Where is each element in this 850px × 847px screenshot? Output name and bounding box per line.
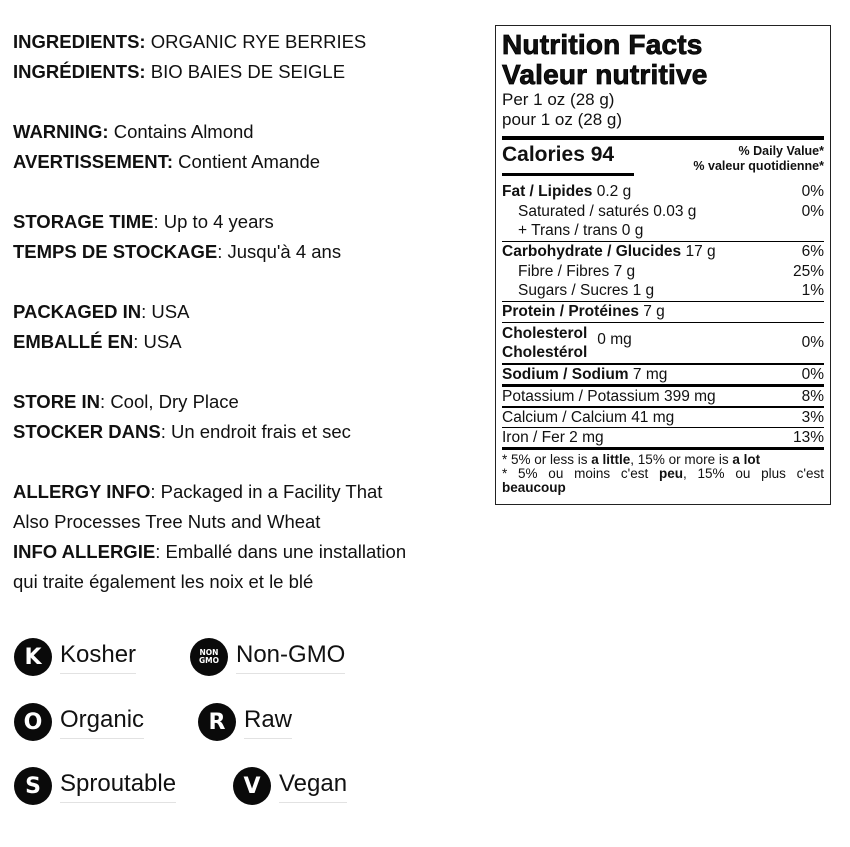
footnote-bold: a lot	[732, 452, 761, 467]
non-gmo-icon	[190, 638, 228, 676]
storage-value: : Up to 4 years	[153, 211, 274, 232]
footnote-bold: beaucoup	[502, 480, 566, 495]
storage-label: STORAGE TIME	[13, 211, 154, 232]
warning-label: WARNING:	[13, 121, 109, 142]
packaged-value: : USA	[141, 301, 190, 322]
allergy-fr-value: : Emballé dans une installation	[155, 541, 407, 562]
footnote-text: * 5% ou moins c'est	[502, 466, 659, 481]
footnote-text: , 15% ou plus c'est	[683, 466, 824, 481]
nutrient-row-fat	[502, 182, 824, 202]
allergy-value: : Packaged in a Facility That	[150, 481, 383, 502]
nutrient-row-potassium	[502, 387, 824, 406]
iron-pct: 13%	[792, 429, 824, 446]
calories-underline	[502, 173, 634, 176]
ingredients-en	[13, 27, 483, 57]
fat-pct: 0%	[801, 183, 824, 200]
footnote-bold: a little	[591, 452, 631, 467]
allergy-en-cont: Also Processes Tree Nuts and Wheat	[13, 511, 321, 532]
storage-fr	[13, 237, 483, 267]
nutrient-row-protein	[502, 302, 824, 322]
packaged-fr	[13, 327, 483, 357]
serving-size-fr: pour 1 oz (28 g)	[502, 110, 623, 129]
ingredients-label: INGREDIENTS:	[13, 31, 146, 52]
cholesterol-label-fr: Cholestérol	[502, 344, 588, 361]
fibre-pct: 25%	[792, 262, 824, 280]
nutrient-row-trans	[502, 221, 824, 241]
nutrient-row-fibre	[502, 262, 824, 282]
cholesterol-labels	[502, 324, 587, 362]
sproutable-icon: S	[14, 767, 52, 805]
kosher-icon: K	[14, 638, 52, 676]
allergy-fr-label: INFO ALLERGIE	[13, 541, 156, 562]
warning-fr-value: Contient Amande	[173, 151, 321, 172]
packaged-fr-value: : USA	[133, 331, 182, 352]
footnote-fr	[502, 467, 824, 481]
carb-amount: 17 g	[681, 243, 716, 260]
saturated-pct: 0%	[801, 202, 824, 220]
warning-value: Contains Almond	[108, 121, 254, 142]
footnote-en	[502, 450, 824, 467]
badge-vegan	[233, 767, 347, 805]
nutrition-facts-panel	[495, 25, 831, 505]
nutrition-title-fr: Valeur nutritive	[502, 59, 708, 90]
protein-amount: 7 g	[638, 303, 665, 320]
storage-en	[13, 207, 483, 237]
store-fr	[13, 417, 483, 447]
badge-kosher	[14, 638, 136, 676]
ingredients-fr-value: BIO BAIES DE SEIGLE	[145, 61, 346, 82]
nutrient-row-sodium	[502, 365, 824, 385]
nutrition-title-en: Nutrition Facts	[502, 29, 703, 60]
cholesterol-pct: 0%	[801, 334, 824, 351]
allergy-en	[13, 477, 483, 507]
nutrient-row-carbohydrate	[502, 242, 824, 262]
warning-en	[13, 117, 483, 147]
sugars-pct: 1%	[801, 282, 824, 299]
footnote-fr-cont	[502, 481, 824, 495]
badge-label: Sproutable	[60, 769, 176, 803]
packaged-en	[13, 297, 483, 327]
badge-label: Organic	[60, 705, 144, 739]
iron-label: Iron / Fer 2 mg	[502, 429, 604, 446]
divider-thick	[502, 136, 824, 140]
protein-label: Protein / Protéines	[502, 303, 639, 320]
footnote-text: * 5% or less is	[502, 452, 592, 467]
vegan-icon: V	[233, 767, 271, 805]
store-fr-value: : Un endroit frais et sec	[160, 421, 351, 442]
footnote-bold: peu	[659, 466, 684, 481]
sodium-amount: 7 mg	[628, 365, 668, 383]
store-en	[13, 387, 483, 417]
raw-icon: R	[198, 703, 236, 741]
warning-fr-label: AVERTISSEMENT:	[13, 151, 174, 172]
daily-value-header	[693, 142, 824, 174]
cholesterol-label-en: Cholesterol	[502, 325, 588, 342]
warning-fr	[13, 147, 483, 177]
badge-label: Kosher	[60, 640, 136, 674]
calories-label: Calories	[502, 143, 585, 166]
calories-row	[502, 142, 824, 182]
allergy-fr	[13, 537, 483, 567]
calories	[502, 142, 614, 168]
calcium-label: Calcium / Calcium 41 mg	[502, 408, 675, 426]
cholesterol-amount: 0 mg	[597, 331, 632, 348]
serving-size-en: Per 1 oz (28 g)	[502, 90, 615, 109]
sugars-label: Sugars / Sucres 1 g	[518, 282, 655, 299]
storage-fr-value: : Jusqu'à 4 ans	[217, 241, 342, 262]
potassium-pct: 8%	[801, 388, 824, 405]
store-fr-label: STOCKER DANS	[13, 421, 161, 442]
saturated-label: Saturated / saturés 0.03 g	[518, 202, 697, 220]
sodium-label: Sodium / Sodium	[502, 365, 629, 383]
allergy-label: ALLERGY INFO	[13, 481, 151, 502]
nutrient-row-cholesterol	[502, 323, 824, 363]
ingredients-fr-label: INGRÉDIENTS:	[13, 61, 146, 82]
footnote-text: , 15% or more is	[630, 452, 733, 467]
non-gmo-icon-bottom: GMO	[199, 656, 219, 665]
nutrient-row-saturated	[502, 202, 824, 222]
non-gmo-icon-top: NON	[199, 648, 219, 657]
store-label: STORE IN	[13, 391, 101, 412]
daily-value-en: % Daily Value*	[738, 144, 824, 158]
storage-fr-label: TEMPS DE STOCKAGE	[13, 241, 218, 262]
badge-organic	[14, 703, 144, 741]
packaged-label: PACKAGED IN	[13, 301, 142, 322]
store-value: : Cool, Dry Place	[100, 391, 239, 412]
calcium-pct: 3%	[801, 408, 824, 426]
badge-raw	[198, 703, 292, 741]
ingredients-fr	[13, 57, 483, 87]
fibre-label: Fibre / Fibres 7 g	[518, 262, 636, 280]
carb-pct: 6%	[801, 243, 824, 260]
badge-label: Raw	[244, 705, 292, 739]
packaged-fr-label: EMBALLÉ EN	[13, 331, 134, 352]
potassium-label: Potassium / Potassium 399 mg	[502, 388, 716, 405]
badge-sproutable	[14, 767, 176, 805]
sodium-pct: 0%	[801, 365, 824, 383]
allergy-fr-cont: qui traite également les noix et le blé	[13, 571, 314, 592]
organic-icon: O	[14, 703, 52, 741]
nutrient-row-sugars	[502, 281, 824, 301]
trans-label: + Trans / trans 0 g	[518, 222, 644, 239]
ingredients-value: ORGANIC RYE BERRIES	[145, 31, 367, 52]
product-info	[13, 27, 483, 597]
badge-non-gmo	[190, 638, 345, 676]
calories-value: 94	[590, 143, 615, 166]
nutrient-row-iron	[502, 428, 824, 447]
daily-value-fr: % valeur quotidienne*	[693, 159, 824, 173]
carb-label: Carbohydrate / Glucides	[502, 243, 682, 260]
fat-label: Fat / Lipides	[502, 183, 593, 200]
badge-label: Non-GMO	[236, 640, 345, 674]
nutrient-row-calcium	[502, 408, 824, 427]
badge-label: Vegan	[279, 769, 347, 803]
fat-amount: 0.2 g	[592, 183, 632, 200]
